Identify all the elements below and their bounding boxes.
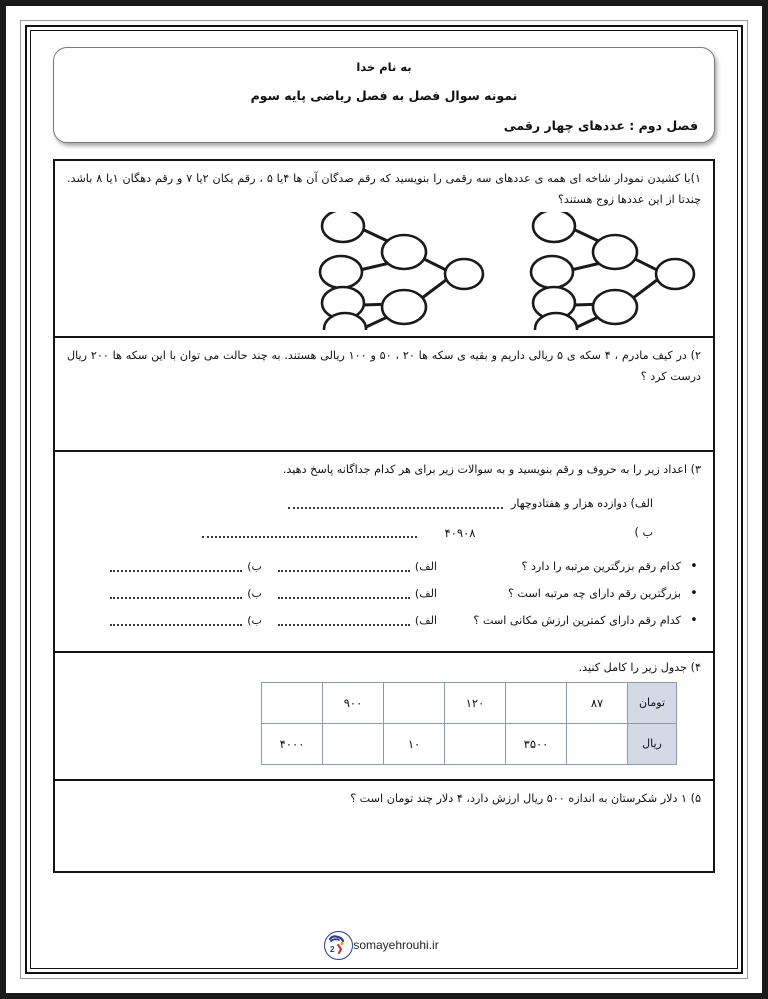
question-4-section	[53, 653, 715, 781]
tree-svg	[497, 212, 697, 330]
bullet-dot-icon: •	[690, 558, 698, 574]
bullet-answer-a	[278, 587, 437, 600]
svg-text:2: 2	[330, 944, 335, 954]
table-cell[interactable]: ۸۷	[567, 682, 628, 723]
tree-svg	[286, 212, 486, 330]
bullet-question-text: کدام رقم دارای کمترین ارزش مکانی است ؟	[473, 613, 681, 627]
table-cell[interactable]: ۹۰۰	[323, 682, 384, 723]
bullet-answer-b	[110, 560, 262, 573]
bullet-blank-a[interactable]	[278, 615, 410, 626]
table-cell[interactable]	[506, 682, 567, 723]
branch-diagram-2	[286, 212, 486, 330]
question-2-section	[53, 338, 715, 451]
bullet-blank-a[interactable]	[278, 561, 410, 572]
branch-diagram-1	[497, 212, 697, 330]
currency-table	[261, 682, 677, 765]
question-5-text: ۵) ۱ دلار شکرستان به اندازه ۵۰۰ ریال ارزش دارد، ۴ دلار چند تومان است ؟	[350, 791, 701, 805]
row-header-toman: تومان	[628, 682, 677, 723]
q3-answer-blank[interactable]	[288, 498, 503, 509]
question-5-answer-space[interactable]	[67, 809, 701, 865]
question-3-row-be	[67, 526, 701, 540]
circular-logo-icon	[324, 931, 353, 960]
page-frame-inner	[30, 30, 738, 969]
table-row	[262, 723, 677, 764]
question-2-text: ۲) در کیف مادرم ، ۴ سکه ی ۵ ریالی داریم و بقیه ی سکه ها ۲۰ ، ۵۰ و ۱۰۰ ریالی هستند. به چند حالت می توان با این سکه ها ۲۰۰ ریال درست کرد ؟	[67, 349, 701, 384]
bullet-question-text: کدام رقم بزرگترین مرتبه را دارد ؟	[521, 559, 681, 573]
sub-tag-be: ب)	[247, 586, 262, 600]
table-row	[262, 682, 677, 723]
bullet-blank-b[interactable]	[110, 615, 242, 626]
currency-table-wrap	[67, 682, 701, 765]
table-cell[interactable]	[262, 682, 323, 723]
row-header-rial: ریال	[628, 723, 677, 764]
question-3-row-alef	[67, 497, 701, 510]
chapter-title: فصل دوم : عددهای چهار رقمی	[503, 118, 698, 133]
footer-site-text[interactable]: somayehrouhi.ir	[353, 938, 439, 952]
worksheet-page	[6, 6, 762, 993]
bullet-dot-icon: •	[690, 585, 698, 601]
sub-tag-alef: الف)	[414, 586, 437, 600]
bullet-item	[67, 587, 701, 600]
logo-glyph	[325, 932, 349, 956]
bismillah-text: به نام خدا	[356, 60, 412, 74]
bullet-answer-a	[278, 614, 437, 627]
q3-row-label: ب )	[634, 526, 653, 540]
branch-diagrams	[67, 212, 701, 330]
table-cell[interactable]: ۳۵۰۰	[506, 723, 567, 764]
page-frame-middle	[25, 25, 743, 974]
q3-row-number: ۴۰۹۰۸	[444, 525, 476, 540]
footer	[31, 928, 737, 962]
question-5-section	[53, 781, 715, 874]
table-cell[interactable]	[323, 723, 384, 764]
question-1-section	[53, 159, 715, 338]
question-3-bullets	[67, 560, 701, 645]
sub-tag-be: ب)	[247, 559, 262, 573]
sub-tag-be: ب)	[247, 613, 262, 627]
bullet-answer-b	[110, 587, 262, 600]
q3-answer-blank[interactable]	[202, 527, 417, 538]
table-cell[interactable]	[384, 682, 445, 723]
table-cell[interactable]: ۱۲۰	[445, 682, 506, 723]
bullet-blank-a[interactable]	[278, 588, 410, 599]
bullet-item	[67, 560, 701, 573]
question-3-section	[53, 452, 715, 653]
page-frame-outer	[20, 20, 748, 979]
sub-tag-alef: الف)	[414, 559, 437, 573]
worksheet-content	[31, 31, 737, 968]
bullet-blank-b[interactable]	[110, 588, 242, 599]
page-title: نمونه سوال فصل به فصل ریاضی پایه سوم	[250, 88, 518, 103]
bullet-item	[67, 614, 701, 627]
question-2-answer-space[interactable]	[67, 388, 701, 444]
table-cell[interactable]	[445, 723, 506, 764]
bullet-blank-b[interactable]	[110, 561, 242, 572]
bullet-dot-icon: •	[690, 612, 698, 628]
q3-row-label: الف) دوازده هزار و هفتادوچهار	[510, 496, 653, 510]
table-cell[interactable]	[567, 723, 628, 764]
bullet-answer-b	[110, 614, 262, 627]
question-1-text: ۱)با کشیدن نمودار شاخه ای همه ی عددهای سه رقمی را بنویسید که رقم صدگان آن ها ۴یا ۵ ، رقم یکان ۲یا ۷ و رقم دهگان ۱یا ۸ باشد. چندتا از این عددها زوج هستند؟	[67, 172, 701, 206]
bullet-question-text: بزرگترین رقم دارای چه مرتبه است ؟	[507, 586, 681, 600]
bullet-answer-a	[278, 560, 437, 573]
table-cell[interactable]: ۴۰۰۰	[262, 723, 323, 764]
question-3-text: ۳) اعداد زیر را به حروف و رقم بنویسید و به سوالات زیر برای هر کدام جداگانه پاسخ دهید.	[282, 462, 701, 476]
table-cell[interactable]: ۱۰	[384, 723, 445, 764]
worksheet-header	[53, 47, 715, 143]
sub-tag-alef: الف)	[414, 613, 437, 627]
question-4-text: ۴) جدول زیر را کامل کنید.	[578, 660, 701, 674]
